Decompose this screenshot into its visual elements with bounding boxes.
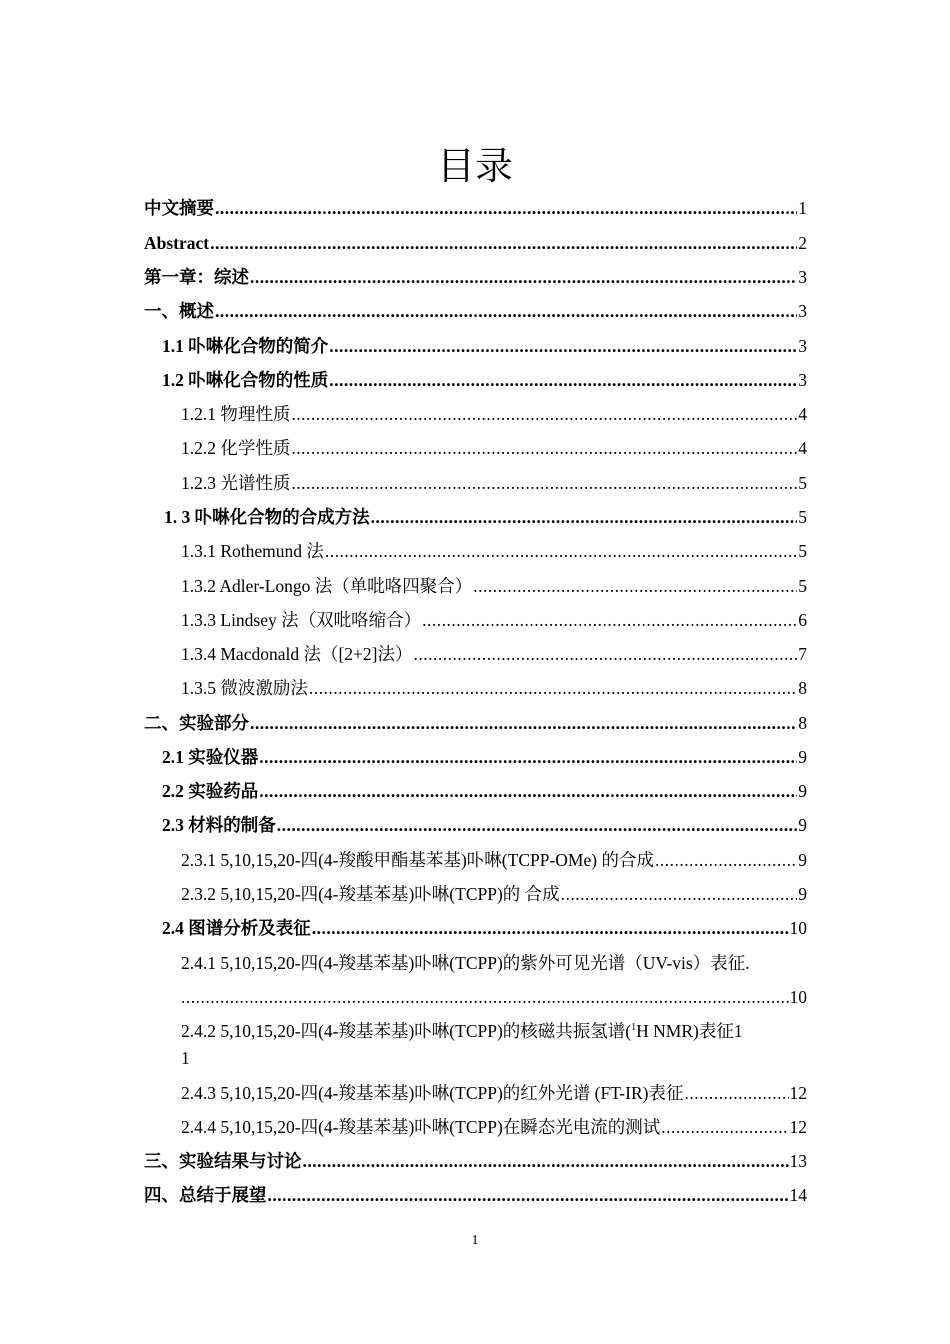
toc-entry-page: 5 [798,473,807,493]
toc-entry[interactable] [181,641,807,667]
toc-entry[interactable] [144,264,807,290]
toc-entry-label: 二、实验部分 [144,713,249,733]
toc-entry-page: 1 [798,198,807,218]
toc-entry[interactable] [181,1114,807,1140]
toc-entry-page: 3 [798,267,807,287]
toc-leader-dots [215,298,797,324]
toc-leader-dots [309,675,797,701]
toc-entry-label: 四、总结于展望 [144,1185,267,1205]
toc-entry-page: 9 [798,884,807,904]
toc-entry-label: 1.3.3 Lindsey 法（双吡咯缩合） [181,610,422,630]
toc-entry[interactable] [164,504,807,530]
toc-entry-page: 13 [789,1151,807,1171]
toc-entry-page: 7 [798,644,807,664]
toc-entry-label: 1.2.3 光谱性质 [181,473,291,493]
toc-entry-label: 1.3.1 Rothemund 法 [181,541,324,561]
toc-entry-label [181,1018,743,1044]
toc-entry-label-wrap: 1 [181,1048,190,1068]
toc-entry-label: 1.3.5 微波激励法 [181,678,308,698]
toc-leader-dots [414,641,798,667]
toc-leader-dots [329,333,797,359]
toc-entry[interactable] [144,195,807,221]
toc-leader-dots [210,230,797,256]
toc-entry-page: 3 [798,336,807,356]
toc-leader-dots [303,1148,789,1174]
toc-entry[interactable] [162,812,807,838]
toc-entry[interactable] [162,778,807,804]
toc-entry[interactable] [144,1182,807,1208]
toc-entry-label: 2.3.2 5,10,15,20-四(4-羧基苯基)卟啉(TCPP)的 合成 [181,884,560,904]
toc-entry[interactable] [181,470,807,496]
toc-entry-page: 3 [798,301,807,321]
toc-entry-page: 10 [789,918,807,938]
toc-entry-continuation[interactable] [181,1045,807,1071]
toc-leader-dots [181,984,789,1010]
toc-entry-page: 2 [798,233,807,253]
toc-entry-page: 10 [789,987,807,1007]
toc-leader-dots [561,881,798,907]
toc-leader-dots [325,538,797,564]
toc-leader-dots [661,1114,788,1140]
toc-entry[interactable] [144,710,807,736]
toc-entry[interactable] [181,881,807,907]
toc-entry[interactable] [181,435,807,461]
toc-entry-label: 1.2.1 物理性质 [181,404,291,424]
toc-leader-dots [422,607,797,633]
toc-entry-label: 2.1 实验仪器 [162,747,259,767]
toc-entry-label: 第一章：综述 [144,267,249,287]
page-title: 目录 [436,146,513,188]
toc-entry-page: 8 [798,713,807,733]
toc-entry-page: 9 [798,815,807,835]
toc-entry[interactable] [181,401,807,427]
toc-entry-label: 1. 3 卟啉化合物的合成方法 [164,507,370,527]
toc-entry[interactable] [162,744,807,770]
toc-entry[interactable] [181,573,807,599]
toc-leader-dots [250,710,797,736]
superscript: 1 [631,1022,637,1034]
toc-entry-label: 2.2 实验药品 [162,781,259,801]
toc-leader-dots [371,504,798,530]
toc-leader-dots [291,470,797,496]
toc-entry-page: 9 [798,850,807,870]
toc-entry-label: Abstract [144,233,210,253]
toc-entry-page: 5 [798,507,807,527]
toc-entry-label: 三、实验结果与讨论 [144,1151,302,1171]
toc-entry[interactable] [162,367,807,393]
toc-entry-label: 2.3 材料的制备 [162,815,276,835]
toc-entry[interactable] [144,1148,807,1174]
toc-entry-page: 6 [798,610,807,630]
toc-entry-page: 8 [798,678,807,698]
toc-entry[interactable] [181,1080,807,1106]
toc-entry-page: 5 [798,576,807,596]
toc-entry[interactable] [181,1018,807,1044]
toc-leader-dots [259,744,797,770]
toc-entry-label: 一、概述 [144,301,214,321]
toc-entry-label-post: H NMR)表征1 [636,1021,743,1041]
toc-leader-dots [250,264,797,290]
toc-entry[interactable] [162,333,807,359]
toc-leader-dots [268,1182,789,1208]
toc-entry-page: 9 [798,747,807,767]
toc-entry-label: 1.3.2 Adler-Longo 法（单吡咯四聚合） [181,576,473,596]
toc-entry-label: 2.4.3 5,10,15,20-四(4-羧基苯基)卟啉(TCPP)的红外光谱 (FT-IR)表征 [181,1083,684,1103]
page-number: 1 [471,1233,479,1248]
toc-entry-page: 3 [798,370,807,390]
toc-entry[interactable] [181,675,807,701]
toc-entry[interactable] [181,950,807,976]
toc-entry[interactable] [181,607,807,633]
toc-entry-label: 2.4.1 5,10,15,20-四(4-羧基苯基)卟啉(TCPP)的紫外可见光谱（UV-vis）表征. [181,953,750,973]
toc-leader-dots [655,847,797,873]
toc-leader-dots [684,1080,788,1106]
toc-entry-page: 12 [789,1117,807,1137]
toc-entry-label: 2.4.4 5,10,15,20-四(4-羧基苯基)卟啉(TCPP)在瞬态光电流的测试 [181,1117,661,1137]
toc-leader-dots [473,573,797,599]
toc-entry-label: 1.1 卟啉化合物的简介 [162,336,329,356]
toc-entry[interactable] [181,847,807,873]
toc-entry-page: 4 [798,404,807,424]
toc-entry[interactable] [144,230,807,256]
toc-entry-label: 1.3.4 Macdonald 法（[2+2]法） [181,644,413,664]
toc-entry-label-pre: 2.4.2 5,10,15,20-四(4-羧基苯基)卟啉(TCPP)的核磁共振氢谱( [181,1021,632,1041]
toc-entry-page: 9 [798,781,807,801]
toc-leader-dots [259,778,797,804]
toc-entry-continuation[interactable] [181,984,807,1010]
toc-leader-dots [277,812,798,838]
toc-entry-label: 1.2.2 化学性质 [181,438,291,458]
toc-entry-page: 14 [789,1185,807,1205]
toc-leader-dots [215,195,797,221]
toc-leader-dots [291,401,797,427]
toc-entry[interactable] [181,538,807,564]
toc-entry-label: 2.3.1 5,10,15,20-四(4-羧酸甲酯基苯基)卟啉(TCPP-OMe) 的合成 [181,850,654,870]
toc-entry-page: 5 [798,541,807,561]
toc-entry-page: 12 [789,1083,807,1103]
toc-entry-page: 4 [798,438,807,458]
toc-entry-label: 1.2 卟啉化合物的性质 [162,370,329,390]
toc-leader-dots [291,435,797,461]
toc-leader-dots [312,915,789,941]
toc-leader-dots [329,367,797,393]
toc-entry[interactable] [162,915,807,941]
toc-entry-label: 2.4 图谱分析及表征 [162,918,311,938]
toc-entry[interactable] [144,298,807,324]
toc-entry-label: 中文摘要 [144,198,214,218]
